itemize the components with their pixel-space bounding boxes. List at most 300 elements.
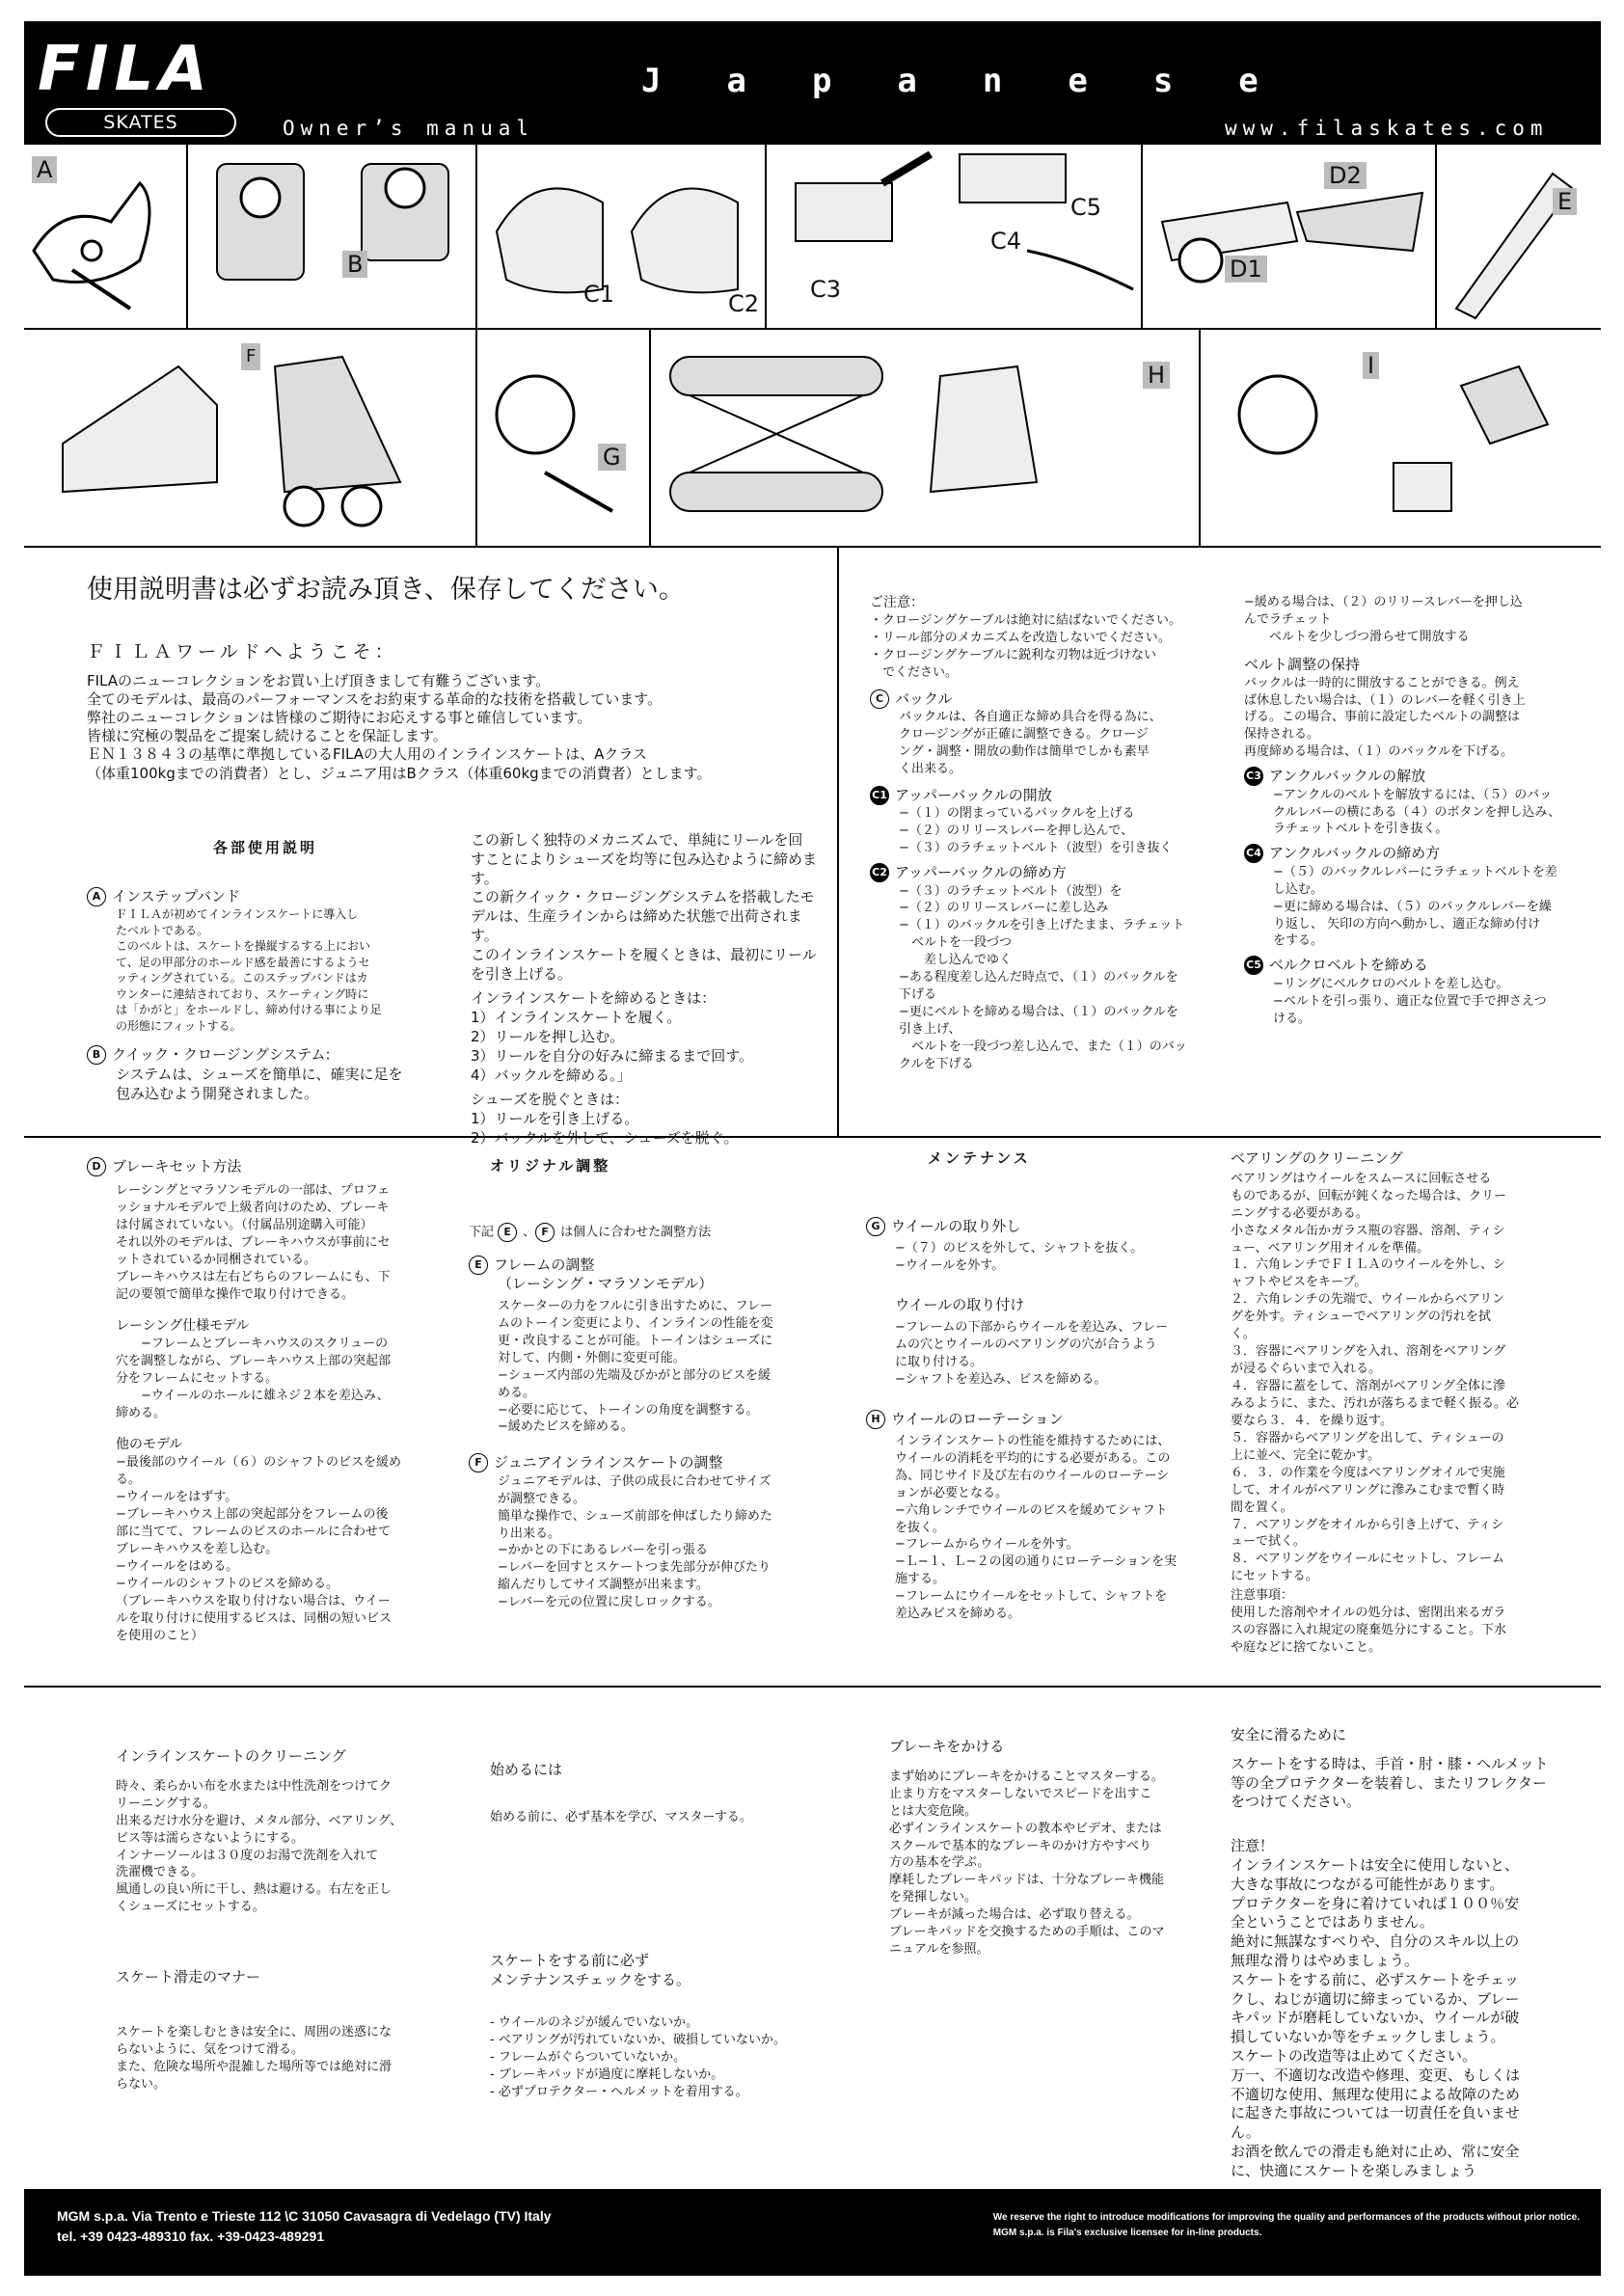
text-line: 2）バックルを外して、シューズを脱ぐ。	[471, 1128, 739, 1147]
figure-label-c2: C2	[728, 290, 760, 317]
text-line: 穴を調整しながら、ブレーキハウス上部の突起部	[116, 1354, 392, 1369]
text-line: クルレバーの横にある（４）のボタンを押し込み、	[1273, 804, 1561, 820]
text-line: り出来る。	[498, 1526, 561, 1541]
section-c5-body	[1244, 976, 1572, 1028]
racing-model	[87, 1317, 434, 1422]
text-line: −リングにベルクロのベルトを差し込む。	[1273, 976, 1509, 991]
section-e-body	[469, 1298, 826, 1437]
text-line: 摩耗したブレーキパッドは、十分なブレーキ機能	[889, 1873, 1164, 1888]
text-line: 再度締める場合は、（１）のバックルを下げる。	[1244, 744, 1514, 760]
label-f-icon: F	[469, 1453, 488, 1472]
text-line: 締める。	[116, 1405, 167, 1420]
text-line: この新しく独特のメカニズムで、単純にリールを回	[471, 831, 803, 849]
text-span: アッパーバックルの締め方	[895, 863, 1067, 881]
text-line: −フレームにウイールをセットして、シャフトを	[895, 1589, 1168, 1605]
text-line: −ベルトを引っ張り、適正な位置で手で押さえつ	[1273, 993, 1547, 1009]
text-line: −ウイールをはめる。	[116, 1558, 239, 1574]
text-line: て、足の甲部分のホールド感を最善にするようセ	[116, 955, 370, 969]
text-line: インナーソールは３０度のお湯で洗剤を入れて	[116, 1848, 379, 1863]
text-line: ば休息したい場合は、（１）のレバーを軽く引き上	[1244, 692, 1526, 708]
figure-label-d1: D1	[1225, 256, 1267, 283]
text-span: ブレーキセット方法	[112, 1157, 242, 1175]
text-line: 大きな事故につながる可能性があります。	[1231, 1875, 1504, 1893]
text-line: クルを下げる	[899, 1056, 974, 1071]
brand-sub: SKATES	[45, 108, 236, 137]
text-line: FILAのニューコレクションをお買い上げ頂きまして有難うございます。	[87, 671, 551, 689]
text-line: ８．ベアリングをウイールにセットし、フレーム	[1231, 1552, 1505, 1567]
intro-title: 使用説明書は必ずお読み頂き、保存してください。	[87, 575, 685, 605]
safety-title: 安全に滑るために	[1231, 1726, 1347, 1743]
text-line: この新クイック・クロージングシステムを搭載したモ	[471, 888, 815, 906]
text-line: ムの穴とウイールのベアリングの穴が合うよう	[895, 1337, 1157, 1352]
text-line: を使用のこと）	[116, 1628, 204, 1643]
intro-section	[87, 573, 820, 783]
safety-section	[1231, 1726, 1568, 2181]
text-line: 下げる	[899, 987, 937, 1003]
text-line: 使用した溶剤やオイルの処分は、密閉出来るガラ	[1231, 1606, 1506, 1621]
figure-label-g: G	[598, 444, 626, 471]
text-line: ベルトを一段づつ	[899, 935, 1013, 951]
text-line: −ブレーキハウス上部の突起部分をフレームの後	[116, 1506, 389, 1522]
text-line: −フレームとブレーキハウスのスクリューの	[116, 1337, 389, 1352]
text-line: ニュアルを参照。	[889, 1942, 989, 1958]
text-span: フレームの調整	[494, 1256, 595, 1274]
text-line: ブレーキが減った場合は、必ず取り替える。	[889, 1907, 1140, 1923]
text-line: ける。	[1273, 1011, 1312, 1026]
reel-section	[471, 831, 827, 1148]
label-c5-icon: C5	[1244, 956, 1263, 975]
reel-body	[471, 831, 827, 984]
text-line: を抜く。	[895, 1520, 945, 1535]
remove-steps	[471, 1091, 827, 1148]
text-span: インステップバンド	[112, 887, 241, 905]
text-line: グを外す。ティシューでベアリングの汚れを拭	[1231, 1310, 1491, 1325]
footer-disclaimer	[993, 2210, 1580, 2241]
text-line: でください。	[870, 665, 959, 681]
section-c4-body	[1244, 864, 1572, 951]
section-g-body	[866, 1240, 1215, 1275]
text-line: キパッドが磨耗していないか、ウイールが破	[1231, 2009, 1520, 2027]
illustration-area	[24, 145, 1601, 548]
cleaning-body	[116, 1778, 444, 1917]
section-c3-title	[1244, 767, 1572, 786]
text-line: ５．容器からベアリングを出して、ティシューの	[1231, 1430, 1504, 1445]
text-line: レーシング仕様モデル	[116, 1317, 250, 1334]
text-line: −六角レンチでウイールのビスを緩めてシャフト	[895, 1502, 1168, 1518]
text-line: このインラインスケートを履くときは、最初にリール	[471, 945, 817, 963]
text-line: スケートを楽しむときは安全に、周囲の迷惑にな	[116, 2025, 392, 2040]
section-b-body	[87, 1066, 444, 1104]
text-line: 縮んだりしてサイズ調整が出来ます。	[498, 1578, 709, 1593]
text-line: 上に並べ、完全に乾かす。	[1231, 1447, 1380, 1463]
text-line: 分をフレームにセットする。	[116, 1371, 279, 1387]
text-line: ベルトを少しづつ滑らせて開放する	[1244, 629, 1470, 644]
buckle-section	[870, 594, 1217, 1073]
text-line: める。	[498, 1385, 536, 1400]
text-line: −（７）のビスを外して、シャフトを抜く。	[895, 1241, 1144, 1256]
label-e-icon: E	[469, 1256, 488, 1275]
text-span: バックル	[895, 689, 953, 708]
text-line: ・リール部分のメカニズムを改造しないでください。	[870, 631, 1171, 646]
text-line: 時々、柔らかい布を水または中性洗剤をつけてク	[116, 1778, 392, 1794]
text-span: アッパーバックルの開放	[895, 786, 1052, 804]
column-divider	[837, 548, 839, 1136]
label-c3-icon: C3	[1244, 767, 1263, 786]
text-line: 損していないか等をチェックしましょう。	[1231, 2028, 1505, 2046]
text-line: −かかとの下にあるレバーを引っ張る	[498, 1543, 708, 1558]
caution-box	[870, 594, 1217, 682]
text-line: 出来るだけ水分を避け、メタル部分、ベアリング、	[116, 1813, 403, 1828]
text-span: クイック・クロージングシステム:	[112, 1045, 331, 1064]
text-line: 1）インラインスケートを履く。	[471, 1009, 682, 1027]
check-list	[490, 2014, 837, 2101]
text-line: る。	[116, 1472, 142, 1488]
section-e-sub: （レーシング・マラソンモデル）	[498, 1275, 714, 1293]
figure-panel-c	[477, 145, 767, 328]
text-line: −最後部のウイール（６）のシャフトのビスを緩め	[116, 1455, 401, 1471]
brake-use-title: ブレーキをかける	[889, 1738, 1005, 1755]
brake-use-section	[889, 1738, 1217, 1958]
text-line: −Ｌ−１、Ｌ−２の図の通りにローテーションを実	[895, 1554, 1177, 1570]
section-c2-body	[870, 883, 1217, 1073]
figure-panel-g	[477, 328, 651, 548]
text-line: ご注意：	[870, 595, 924, 610]
text-line: らないように、気をつけて滑る。	[116, 2042, 305, 2058]
figure-label-b: B	[342, 251, 367, 278]
text-line: デルは、生産ラインからは締めた状態で出荷されます。	[471, 907, 802, 944]
figure-panel-f	[24, 328, 477, 548]
text-line: クロージングが正確に調整できる。クロージ	[899, 727, 1149, 743]
text-line: 4）バックルを締める。」	[471, 1066, 632, 1084]
safety-body	[1231, 1755, 1568, 1812]
brake-illustration	[1143, 145, 1435, 328]
section-h-title	[866, 1410, 1215, 1429]
text-line: 他のモデル	[116, 1436, 183, 1452]
text-line: り返し、 矢印の方向へ動かし、適正な締め付け	[1273, 916, 1541, 932]
text-line: −シャフトを差込み、ビスを締める。	[895, 1371, 1107, 1387]
text-line: ニングする必要がある。	[1231, 1205, 1368, 1221]
text-line: スケートをする前に必ず	[490, 1951, 650, 1969]
text-line: −（１）のバックルを引き上げたまま、ラチェット	[899, 918, 1185, 933]
text-line: すことによりシューズを均等に包み込むように締めます。	[471, 850, 817, 887]
figure-panel-e	[1437, 145, 1601, 328]
other-models	[87, 1436, 434, 1645]
text-line: −フレームの下部からウイールを差込み、フレー	[895, 1319, 1168, 1335]
section-d-title	[87, 1157, 434, 1176]
text-line: げる。この場合、事前に設定したベルトの調整は	[1244, 710, 1521, 725]
text-line: −更にベルトを締める場合は、（１）のバックルを	[899, 1005, 1179, 1020]
text-line: 引き上げ、	[899, 1022, 961, 1038]
text-line: We reserve the right to introduce modifications for improving the quality and performances of the products without prior notice.	[992, 2212, 1580, 2223]
text-line: ジュニアモデルは、子供の成長に合わせてサイズ	[498, 1473, 771, 1489]
section-g-title	[866, 1217, 1215, 1236]
text-line: ＦＩＬＡが初めてインラインスケートに導入し	[116, 907, 359, 922]
adjust-section	[469, 1157, 826, 1611]
text-line: −ある程度差し込んだ時点で、（１）のバックルを	[899, 970, 1178, 986]
text-line: 弊社のニューコレクションは皆様のご期待にお応えする事と確信しています。	[87, 709, 592, 727]
text-line: ん。	[1231, 2123, 1260, 2142]
text-line: 要なら３．４．を繰り返す。	[1231, 1413, 1393, 1428]
text-line: ョンが必要となる。	[895, 1485, 1009, 1500]
text-line: レーシングとマラソンモデルの一部は、プロフェ	[116, 1183, 391, 1199]
section-c4-title	[1244, 844, 1572, 863]
section-h-body	[866, 1433, 1215, 1623]
text-line: - ブレーキパッドが過度に摩耗しないか。	[490, 2067, 724, 2083]
text-line: 為、同じサイド及び左右のウイールのローテーシ	[895, 1468, 1170, 1483]
mount-body	[866, 1319, 1215, 1389]
figure-label-h: H	[1143, 362, 1170, 389]
section-d-body	[87, 1182, 434, 1304]
text-line: 必ずインラインスケートの教本やビデオ、または	[889, 1821, 1162, 1836]
bearing-title: ベアリングのクリーニング	[1231, 1149, 1403, 1167]
text-line: や庭などに捨てないこと。	[1231, 1640, 1382, 1656]
text-line: 小さなメタル缶かガラス瓶の容器、溶剤、ティシ	[1231, 1223, 1505, 1238]
text-line: 対して、内側・外側に変更可能。	[498, 1350, 686, 1365]
manner-body	[116, 2024, 444, 2093]
text-line: 差込みビスを締める。	[895, 1607, 1021, 1622]
text-line: ブレーキハウスは左右どちらのフレームにも、下	[116, 1269, 391, 1284]
figure-label-f: F	[241, 343, 260, 370]
text-line: 注意事項：	[1231, 1588, 1294, 1604]
text-line: 不適切な使用、無理な使用による故障のため	[1231, 2085, 1521, 2103]
text-line: −緩める場合は、（２）のリリースレバーを押し込	[1244, 595, 1523, 609]
text-line: - 必ずプロテクター・ヘルメットを着用する。	[490, 2085, 748, 2100]
text-line: し込む。	[1273, 881, 1324, 897]
figure-panel-i	[1201, 328, 1601, 548]
text-line: このベルトは、スケートを操縦するする上におい	[116, 939, 371, 954]
text-line: −ウイールのホールに雄ネジ２本を差込み、	[116, 1388, 390, 1403]
text-line: 等の全プロテクターを装着し、またリフレクター	[1231, 1773, 1547, 1792]
text-line: 2）リールを押し込む。	[471, 1027, 625, 1045]
text-line: に、快適にスケートを楽しみましょう	[1231, 2161, 1477, 2179]
text-line: をする。	[1273, 933, 1324, 949]
text-line: スケートの改造等は止めてください。	[1231, 2046, 1477, 2065]
manner-title: スケート滑走のマナー	[116, 1968, 261, 1986]
check-title	[490, 1952, 837, 1990]
text-line: バックルは一時的に開放することができる。例え	[1244, 675, 1520, 690]
text-line: −（２）のリリースレバーを押し込んで、	[899, 824, 1134, 839]
adjust-heading: オリジナル調整	[490, 1157, 611, 1175]
text-line: をつけてください。	[1231, 1793, 1362, 1811]
text-line: スケートをする前に、必ずスケートをチェッ	[1231, 1970, 1519, 1988]
text-line: また、危険な場所や混雑した場所等では絶対に滑	[116, 2059, 392, 2074]
text-line: 部に当てて、フレームのビスのホールに合わせて	[116, 1524, 391, 1539]
text-line: インラインスケートの性能を維持するためには、	[895, 1433, 1171, 1448]
text-line: ベアリングはウイールをスムースに回転させる	[1231, 1171, 1492, 1186]
text-span: ジュニアインラインスケートの調整	[494, 1453, 723, 1472]
text-line: −ウイールのシャフトのビスを締める。	[116, 1576, 338, 1591]
hold-body	[1244, 675, 1572, 762]
text-span: アンクルバックルの締め方	[1269, 844, 1441, 862]
text-line: システムは、シューズを簡単に、確実に足を	[116, 1065, 403, 1083]
start-title: 始めるには	[490, 1761, 563, 1778]
brake-use-body	[889, 1769, 1217, 1958]
text-line: は付属されていない。（付属品別途購入可能）	[116, 1218, 373, 1233]
footer-bar	[24, 2189, 1601, 2276]
text-line: 止まり方をマスターしないでスピードを出すこ	[889, 1786, 1152, 1801]
text-line: にセットする。	[1231, 1569, 1318, 1584]
text-line: 差し込んでゆく	[899, 953, 1013, 968]
label-c2-icon: C2	[870, 863, 889, 882]
label-c4-icon: C4	[1244, 844, 1263, 863]
text-line: たベルトである。	[116, 923, 209, 937]
mount-title: ウイールの取り付け	[895, 1295, 1025, 1313]
text-line: ッティングされている。このステップバンドはカ	[116, 971, 368, 986]
text-line: スケートをする時は、手首・肘・膝・ヘルメット	[1231, 1754, 1549, 1772]
text-line: 万一、不適切な改造や修理、変更、もしくは	[1231, 2066, 1521, 2084]
text-line: リーニングする。	[116, 1796, 216, 1811]
text-line: ットされているか同梱されている。	[116, 1253, 317, 1268]
text-line: に起きた事故については一切責任を負いませ	[1231, 2104, 1520, 2122]
brand-wordmark: FILA	[38, 34, 213, 105]
text-line: 方の基本を学ぶ。	[889, 1855, 990, 1871]
text-line: ウイールの消耗を平均的にする必要がある。この	[895, 1450, 1171, 1466]
intro-body	[87, 672, 820, 783]
text-line: MGM s.p.a. Via Trento e Trieste 112 \C 31050 Cavasagra di Vedelago (TV) Italy	[57, 2208, 552, 2224]
text-line: ブレーキパッドを交換するための手順は、このマ	[889, 1925, 1165, 1940]
bearing-section	[1231, 1149, 1568, 1657]
adjust-note: 下記 E 、 F は個人に合わせた調整方法	[469, 1223, 826, 1242]
text-line: −シューズ内部の先端及びかがと部分のビスを緩	[498, 1367, 771, 1383]
text-line: が調整できる。	[498, 1491, 586, 1506]
text-line: 洗濯機できる。	[116, 1865, 204, 1880]
text-line: プロテクターを身に着けていれば１００％安	[1231, 1894, 1520, 1912]
label-e-icon: E	[498, 1223, 517, 1242]
text-line: MGM s.p.a. is Fila's exclusive licensee for in-line products.	[992, 2228, 1262, 2238]
text-line: それ以外のモデルは、ブレーキハウスが事前にセ	[116, 1235, 391, 1251]
text-line: - ウイールのネジが緩んでいないか。	[490, 2015, 699, 2031]
text-line: ３．容器にベアリングを入れ、溶剤をベアリング	[1231, 1344, 1506, 1360]
text-line: に取り付ける。	[895, 1354, 984, 1369]
section-divider	[24, 1686, 1601, 1688]
text-line: （体重100kgまでの消費者）とし、ジュニア用はBクラス（体重60kgまでの消費者）とします。	[87, 764, 712, 782]
figure-panel-d	[1143, 145, 1437, 328]
tighten-steps	[471, 989, 827, 1085]
text-line: インラインスケートを締めるときは：	[471, 989, 717, 1008]
text-line: 風通しの良い所に干し、熱は避ける。右左を正し	[116, 1882, 392, 1898]
text-line: クし、ねじが適切に締まっているか、ブレー	[1231, 1989, 1520, 2008]
text-line: スの容器に入れ規定の廃棄処分にすること。下水	[1231, 1623, 1507, 1638]
text-line: んでラチェット	[1244, 611, 1332, 627]
text-line: −更に締める場合は、（５）のバックルレバーを繰	[1273, 899, 1552, 914]
text-line: して、オイルがベアリングに滲みこむまで暫く時	[1231, 1482, 1505, 1498]
ankle-section	[1244, 594, 1572, 1028]
text-line: 包み込むよう開発されました。	[116, 1084, 319, 1102]
maintenance-section	[866, 1149, 1215, 1623]
header-bar	[24, 21, 1601, 145]
text-line: 全てのモデルは、最高のパーフォーマンスをお約束する革命的な技術を搭載しています。	[87, 689, 663, 708]
text-line: ６．３．の作業を今度はベアリングオイルで実施	[1231, 1465, 1505, 1480]
text-line: ４．容器に蓋をして、溶剤がベアリング全体に滲	[1231, 1379, 1505, 1394]
text-line: ャフトやビスをキープ。	[1231, 1275, 1367, 1290]
text-line: −（１）の閉まっているバックルを上げる	[899, 806, 1135, 822]
figure-panel-a	[24, 145, 188, 328]
cleaning-title: インラインスケートのクリーニング	[116, 1747, 346, 1765]
text-line: −ウイールをはずす。	[116, 1490, 238, 1505]
text-line: ュー、ベアリング用オイルを準備。	[1231, 1240, 1430, 1256]
figure-panel-h	[651, 328, 1201, 548]
section-c1-title	[870, 786, 1217, 805]
figure-label-a: A	[32, 156, 57, 183]
text-line: お酒を飲んでの滑走も絶対に止め、常に安全	[1231, 2142, 1520, 2160]
section-c1-body	[870, 805, 1217, 857]
text-line: ング・調整・開放の動作は簡単でしかも素早	[899, 744, 1150, 760]
text-line: - ベアリングが汚れていないか、破損していないか。	[490, 2033, 787, 2048]
text-line: −フレームからウイールを外す。	[895, 1537, 1079, 1553]
text-line: ウンターに連結されており、スケーティング時に	[116, 986, 369, 1001]
section-c-title	[870, 689, 1217, 709]
text-line: ッショナルモデルで上級者向けのため、ブレーキ	[116, 1201, 390, 1216]
company-address	[57, 2206, 552, 2247]
section-e-title	[469, 1256, 826, 1275]
parts-heading: 各部使用説明	[212, 839, 317, 856]
text-line: （ブレーキハウスを取り付けない場合は、ウイー	[116, 1593, 391, 1608]
figure-label-c5: C5	[1070, 194, 1102, 221]
label-h-icon: H	[866, 1410, 885, 1429]
text-line: −（３）のラチェットベルト（波型）を引き抜く	[899, 841, 1173, 856]
text-span: ウイールのローテーション	[891, 1410, 1064, 1428]
text-span: 下記	[469, 1225, 495, 1240]
text-line: ビス等は濡らさないようにする。	[116, 1830, 305, 1846]
buckle-illustration	[477, 145, 765, 328]
brake-pad-illustration	[1201, 328, 1599, 548]
text-line: ・クロージングケーブルは絶対に結ばないでください。	[870, 613, 1181, 629]
text-line: 全ということではありません。	[1231, 1913, 1434, 1931]
text-line: −（３）のラチェットベルト（波型）を	[899, 883, 1123, 899]
text-line: 3）リールを自分の好みに締まるまで回す。	[471, 1046, 754, 1065]
text-line: 1）リールを引き上げる。	[471, 1110, 639, 1128]
text-line: −ウイールを外す。	[895, 1258, 1005, 1274]
text-line: く出来る。	[899, 762, 962, 777]
label-d-icon: D	[87, 1157, 106, 1176]
section-c-body	[870, 709, 1217, 778]
text-line: 注意！	[1231, 1837, 1275, 1855]
figure-label-c4: C4	[990, 228, 1022, 255]
label-g-icon: G	[866, 1217, 885, 1236]
warning-block	[1231, 1837, 1568, 2180]
text-line: −アンクルのベルトを解放するには、（５）のバッ	[1273, 787, 1553, 802]
section-b-title	[87, 1045, 444, 1065]
text-line: インラインスケートは安全に使用しないと、	[1231, 1855, 1520, 1874]
text-line: −レバーを回すとスケートつま先部分が伸びたり	[498, 1560, 771, 1576]
text-line: メンテナンスチェックをする。	[490, 1970, 691, 1988]
text-line: シューズを脱ぐときは：	[471, 1091, 629, 1109]
release-continued	[1244, 594, 1572, 646]
bearing-body	[1231, 1171, 1568, 1586]
text-line: スケーターの力をフルに引き出すために、フレー	[498, 1298, 772, 1313]
text-line: ブレーキハウスを差し込む。	[116, 1541, 279, 1556]
start-body: 始める前に、必ず基本を学び、マスターする。	[490, 1809, 752, 1824]
figure-panel-b	[188, 145, 477, 328]
text-line: ２．六角レンチの先端で、ウイールからベアリン	[1231, 1292, 1505, 1308]
text-line: −（２）のリリースレバーに差し込み	[899, 901, 1109, 916]
text-line: を引き上げる。	[471, 964, 573, 983]
section-a-body	[87, 906, 444, 1034]
text-line: まず始めにブレーキをかけることマスターする。	[889, 1769, 1164, 1784]
text-line: 間を置く。	[1231, 1499, 1293, 1515]
text-line: スクールで基本的なブレーキのかけ方やすべり	[889, 1838, 1151, 1853]
text-line: 絶対に無謀なすべりや、自分のスキル以上の	[1231, 1932, 1520, 1951]
text-line: −必要に応じて、トーインの角度を調整する。	[498, 1402, 759, 1418]
text-line: の形態にフィットする。	[116, 1018, 242, 1033]
cleaning-section	[116, 1747, 444, 2093]
text-line: とは大変危険。	[889, 1803, 978, 1819]
figure-label-c3: C3	[810, 276, 842, 303]
figure-label-i: I	[1363, 352, 1379, 379]
website-url[interactable]: www.filaskates.com	[1225, 117, 1549, 140]
text-line: - フレームがぐらついていないか。	[490, 2050, 687, 2066]
section-a-title	[87, 887, 444, 906]
